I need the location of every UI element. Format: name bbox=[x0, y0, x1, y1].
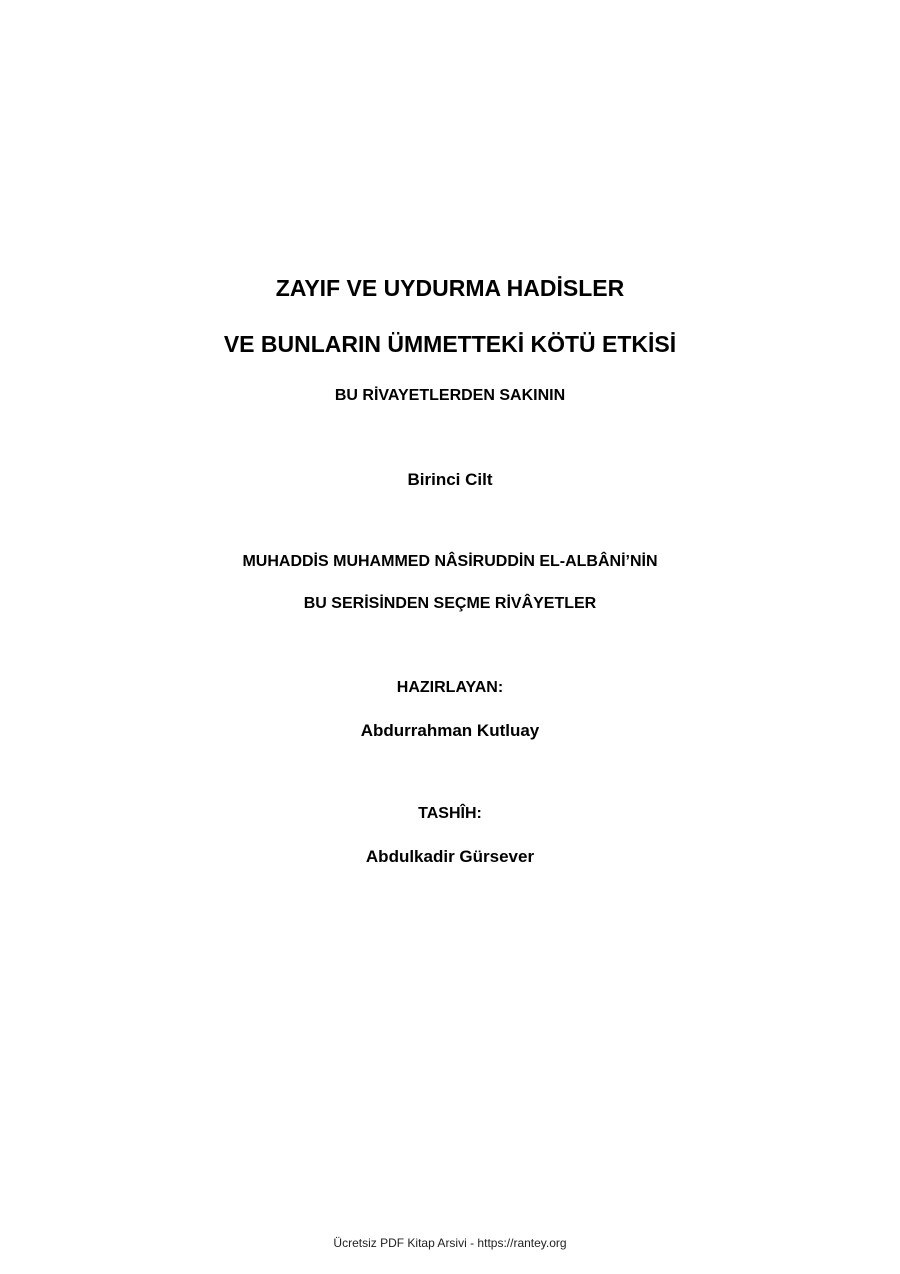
book-title-line-1: ZAYIF VE UYDURMA HADİSLER bbox=[275, 275, 625, 301]
source-line-2: BU SERİSİNDEN SEÇME RİVÂYETLER bbox=[303, 595, 597, 612]
book-title-line-2: VE BUNLARIN ÜMMETTEKİ KÖTÜ ETKİSİ bbox=[223, 331, 677, 357]
preparer-label: HAZIRLAYAN: bbox=[396, 679, 504, 696]
book-subtitle: BU RİVAYETLERDEN SAKININ bbox=[334, 387, 566, 404]
footer-text: Ücretsiz PDF Kitap Arsivi - https://rantey.org bbox=[333, 1236, 567, 1250]
preparer-name: Abdurrahman Kutluay bbox=[360, 721, 540, 740]
editor-name: Abdulkadir Gürsever bbox=[365, 847, 535, 866]
editor-label: TASHÎH: bbox=[418, 805, 482, 822]
volume-label: Birinci Cilt bbox=[407, 470, 493, 489]
source-line-1: MUHADDİS MUHAMMED NÂSİRUDDİN EL-ALBÂNİ’NİN bbox=[242, 553, 658, 570]
